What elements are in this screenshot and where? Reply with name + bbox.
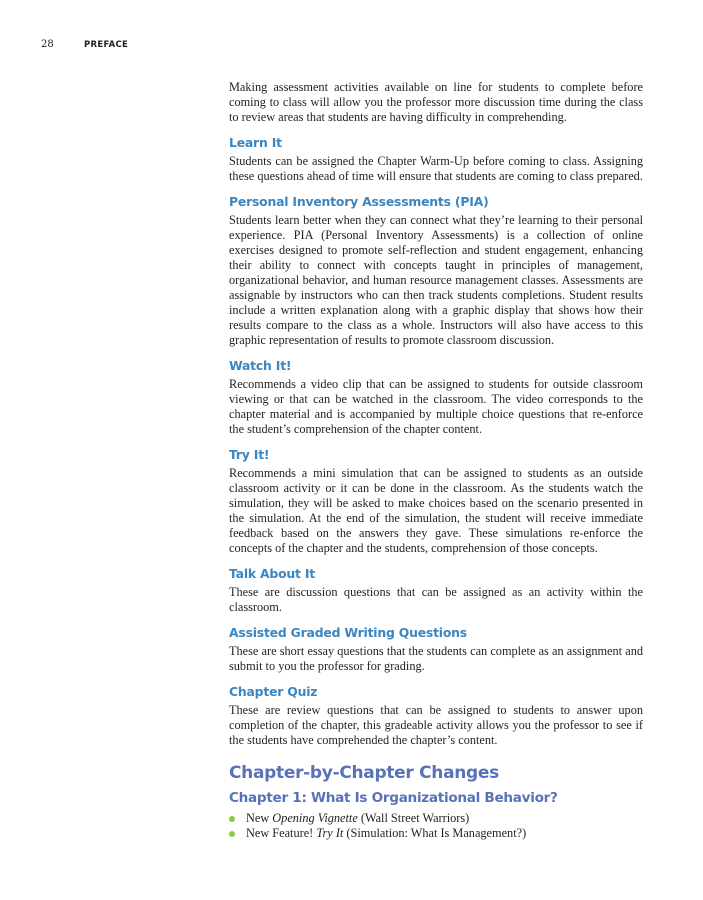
paragraph-pia: Students learn better when they can connect what they’re learning to their personal experience. PIA (Personal Inventory Assessments) is a collection of online exercises designed to promote self-reflection and student engagement, enhancing their ability to connect with concepts taught in principles of management, organizational behavior, and human resource management classes. Assessments are assignable by instructors who can then track students completions. Student results include a written explanation along with a graphic display that shows how their results compare to the class as a whole. Instructors will also have access to this graphic representation of results to promote classroom discussion.	[229, 213, 643, 347]
changes-list	[229, 811, 643, 841]
heading-watch-it: Watch It!	[229, 358, 292, 373]
paragraph-assisted-graded-writing: These are short essay questions that the students can complete as an assignment and submit to you the professor for grading.	[229, 644, 643, 673]
main-content	[229, 80, 643, 841]
paragraph-learn-it: Students can be assigned the Chapter Warm-Up before coming to class. Assigning these questions ahead of time will ensure that students are coming to class prepared.	[229, 154, 643, 183]
bullet-icon	[229, 816, 235, 822]
running-head	[41, 39, 128, 50]
item-italic: Try It	[316, 826, 344, 840]
heading-learn-it: Learn It	[229, 135, 282, 150]
item-italic: Opening Vignette	[272, 811, 358, 825]
page-number: 28	[41, 39, 54, 50]
paragraph-talk-about-it: These are discussion questions that can be assigned as an activity within the classroom.	[229, 585, 643, 614]
section-label: PREFACE	[84, 40, 129, 50]
changes-heading: Chapter-by-Chapter Changes	[229, 763, 499, 783]
paragraph-try-it: Recommends a mini simulation that can be assigned to students as an outside classroom activity or it can be done in the classroom. As the students watch the simulation, they will be asked to make choices based on the scenario presented in the simulation. At the end of the simulation, the student will receive immediate feedback based on the answers they gave. These simulations re-enforce the concepts of the chapter and the students, comprehension of those concepts.	[229, 466, 643, 555]
intro-paragraph: Making assessment activities available on line for students to complete before coming to class will allow you the professor more discussion time during the class to review areas that students are having difficulty in comprehending.	[229, 80, 643, 124]
paragraph-watch-it: Recommends a video clip that can be assigned to students for outside classroom viewing or that can be watched in the classroom. The video corresponds to the chapter material and is accompanied by multiple choice questions that re-enforce the student’s comprehension of the chapter content.	[229, 377, 643, 436]
item-suffix: (Wall Street Warriors)	[357, 811, 470, 825]
item-prefix: New Feature!	[246, 826, 317, 840]
heading-chapter-quiz: Chapter Quiz	[229, 684, 318, 699]
item-suffix: (Simulation: What Is Management?)	[343, 826, 527, 840]
chapter-1-heading: Chapter 1: What Is Organizational Behavior?	[229, 790, 558, 806]
heading-talk-about-it: Talk About It	[229, 566, 315, 581]
paragraph-chapter-quiz: These are review questions that can be assigned to students to answer upon completion of the chapter, this gradeable activity allows you the professor to see if the students have comprehended the chapter’s content.	[229, 703, 643, 747]
list-item	[229, 811, 643, 826]
heading-pia: Personal Inventory Assessments (PIA)	[229, 194, 489, 209]
list-item	[229, 826, 643, 841]
heading-try-it: Try It!	[229, 447, 270, 462]
bullet-icon	[229, 831, 235, 837]
heading-assisted-graded-writing: Assisted Graded Writing Questions	[229, 625, 467, 640]
item-prefix: New	[246, 811, 273, 825]
